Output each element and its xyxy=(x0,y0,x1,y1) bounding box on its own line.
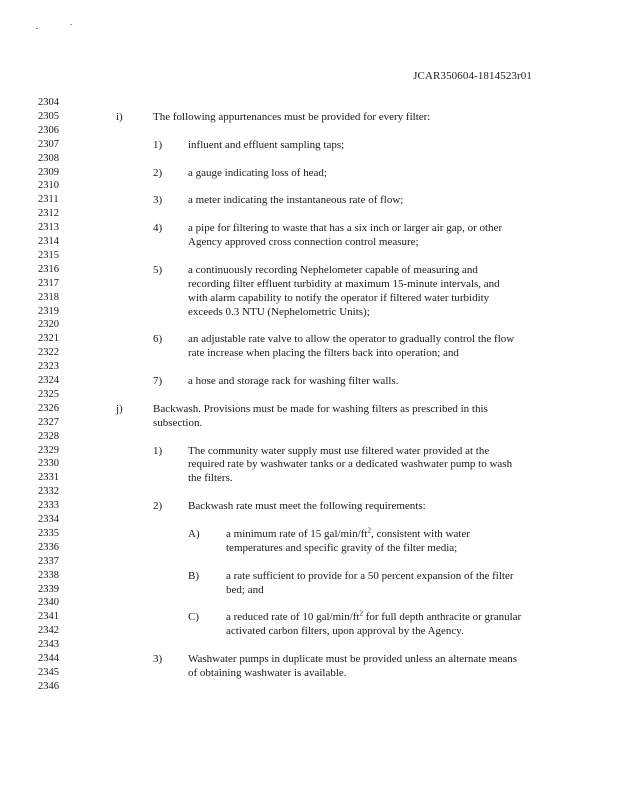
line-number: 2330 xyxy=(38,458,59,470)
item-text-main: a rate sufficient to provide for a 50 percent expansion of the filter xyxy=(226,569,514,582)
line-number: 2331 xyxy=(38,472,59,484)
document-line xyxy=(0,235,618,249)
item-text-main: subsection. xyxy=(153,416,203,429)
item-text-main: a gauge indicating loss of head; xyxy=(188,166,327,179)
document-line xyxy=(0,179,618,193)
document-line xyxy=(0,388,618,402)
scan-specks xyxy=(34,22,74,32)
line-number: 2318 xyxy=(38,291,59,303)
item-text xyxy=(188,457,512,471)
item-text-main: The following appurtenances must be provided for every filter: xyxy=(153,110,431,123)
document-line xyxy=(0,152,618,166)
line-number: 2338 xyxy=(38,569,59,581)
line-number: 2341 xyxy=(38,611,59,623)
item-label: A) xyxy=(188,527,200,540)
document-line xyxy=(0,263,618,277)
item-text-main: a reduced rate of 10 gal/min/ft xyxy=(226,611,360,624)
document-line xyxy=(0,610,618,624)
item-text-main: Agency approved cross connection control measure; xyxy=(188,236,419,248)
item-label: i) xyxy=(116,110,123,123)
document-line xyxy=(0,110,618,124)
line-number: 2317 xyxy=(38,277,59,289)
line-number: 2321 xyxy=(38,333,59,345)
document-line xyxy=(0,583,618,597)
item-text-main: with alarm capability to notify the operator if filtered water turbidity xyxy=(188,291,490,304)
item-text xyxy=(188,277,500,291)
line-number: 2332 xyxy=(38,486,59,498)
item-text xyxy=(188,235,419,249)
item-text xyxy=(153,402,488,416)
document-line xyxy=(0,332,618,346)
item-text xyxy=(153,416,202,430)
document-line xyxy=(0,124,618,138)
item-label: 7) xyxy=(153,375,163,387)
document-line xyxy=(0,541,618,555)
item-text-main: a pipe for filtering to waste that has a six inch or larger air gap, or other xyxy=(188,222,503,235)
document-line xyxy=(0,652,618,666)
line-number: 2336 xyxy=(38,541,59,553)
document-line xyxy=(0,666,618,680)
item-text xyxy=(188,166,327,180)
item-label: 3) xyxy=(153,653,163,665)
item-text xyxy=(188,374,398,388)
item-text-main: exceeds 0.3 NTU (Nephelometric Units); xyxy=(188,305,370,318)
document-line xyxy=(0,416,618,430)
document-line xyxy=(0,430,618,444)
line-number: 2343 xyxy=(38,639,59,651)
item-text-main: the filters. xyxy=(188,472,233,485)
item-label: 4) xyxy=(153,222,163,235)
document-line xyxy=(0,444,618,458)
line-number: 2326 xyxy=(38,402,59,414)
line-number: 2322 xyxy=(38,347,59,359)
line-number: 2311 xyxy=(38,194,59,206)
document-line xyxy=(0,207,618,221)
item-text xyxy=(188,138,344,152)
line-number: 2305 xyxy=(38,110,59,122)
line-number: 2333 xyxy=(38,500,59,512)
line-number: 2337 xyxy=(38,555,59,567)
item-label: j) xyxy=(116,402,123,415)
line-number: 2312 xyxy=(38,208,59,220)
line-number: 2327 xyxy=(38,416,59,428)
document-line xyxy=(0,624,618,638)
line-number: 2315 xyxy=(38,249,59,261)
item-text-main: an adjustable rate valve to allow the operator to gradually control the flow xyxy=(188,333,515,346)
item-text xyxy=(226,610,521,624)
item-text xyxy=(188,346,459,360)
document-line xyxy=(0,680,618,694)
line-number: 2344 xyxy=(38,653,59,664)
item-label: 5) xyxy=(153,263,163,276)
line-number: 2313 xyxy=(38,222,59,234)
item-text-main: required rate by washwater tanks or a dedicated washwater pump to wash xyxy=(188,458,513,471)
document-line xyxy=(0,360,618,374)
item-text xyxy=(188,305,370,319)
superscript: 2 xyxy=(359,609,363,618)
line-number: 2316 xyxy=(38,263,59,275)
document-id-header: JCAR350604-1814523r01 xyxy=(413,70,532,82)
line-number: 2319 xyxy=(38,305,59,317)
item-text xyxy=(188,652,517,666)
document-line xyxy=(0,485,618,499)
document-line xyxy=(0,193,618,207)
document-line xyxy=(0,277,618,291)
document-line xyxy=(0,402,618,416)
item-text xyxy=(226,624,464,638)
item-text xyxy=(226,527,470,541)
item-text-main: influent and effluent sampling taps; xyxy=(188,138,345,151)
item-text-main: activated carbon filters, upon approval by the Agency. xyxy=(226,625,464,638)
document-line xyxy=(0,569,618,583)
item-label: 2) xyxy=(153,500,163,513)
document-line xyxy=(0,166,618,180)
document-line xyxy=(0,221,618,235)
item-text-main: temperatures and specific gravity of the filter media; xyxy=(226,541,458,554)
document-line xyxy=(0,457,618,471)
document-line xyxy=(0,527,618,541)
document-line xyxy=(0,305,618,319)
line-number: 2325 xyxy=(38,388,59,400)
document-line xyxy=(0,318,618,332)
item-label: C) xyxy=(188,611,199,624)
item-text-main: The community water supply must use filtered water provided at the xyxy=(188,444,490,457)
document-line xyxy=(0,346,618,360)
item-label: 2) xyxy=(153,166,163,179)
document-line xyxy=(0,513,618,527)
item-text xyxy=(226,541,457,555)
item-text-main: a hose and storage rack for washing filter walls. xyxy=(188,375,399,387)
superscript: 2 xyxy=(367,526,371,535)
document-line xyxy=(0,555,618,569)
line-number: 2334 xyxy=(38,514,59,525)
line-number: 2340 xyxy=(38,597,59,609)
document-line xyxy=(0,638,618,652)
item-text-main: of obtaining washwater is available. xyxy=(188,666,347,679)
item-text xyxy=(188,332,514,346)
item-label: 1) xyxy=(153,138,163,151)
item-text-after: for full depth anthracite or granular xyxy=(362,611,522,624)
document-line xyxy=(0,374,618,388)
item-text xyxy=(188,291,489,305)
item-text xyxy=(188,444,489,458)
item-text-main: a continuously recording Nephelometer capable of measuring and xyxy=(188,263,478,276)
line-number: 2335 xyxy=(38,527,59,539)
line-number: 2308 xyxy=(38,152,59,164)
item-text-main: rate increase when placing the filters back into operation; and xyxy=(188,347,459,360)
line-number: 2306 xyxy=(38,124,59,136)
item-text xyxy=(226,569,514,583)
line-number: 2310 xyxy=(38,180,59,192)
line-number: 2345 xyxy=(38,666,59,678)
line-number: 2314 xyxy=(38,236,59,247)
item-text xyxy=(226,583,264,597)
item-text-main: Backwash. Provisions must be made for washing filters as prescribed in this xyxy=(153,402,488,415)
item-text-after: , consistent with water xyxy=(370,527,470,540)
item-text-main: Washwater pumps in duplicate must be provided unless an alternate means xyxy=(188,653,518,665)
item-text xyxy=(188,263,478,277)
document-line xyxy=(0,96,618,110)
line-number: 2339 xyxy=(38,583,59,595)
item-label: 1) xyxy=(153,444,163,457)
item-text-main: bed; and xyxy=(226,583,264,596)
item-text xyxy=(188,193,403,207)
document-line xyxy=(0,471,618,485)
line-number: 2328 xyxy=(38,430,59,442)
line-number: 2342 xyxy=(38,625,59,637)
document-line xyxy=(0,499,618,513)
line-number: 2329 xyxy=(38,444,59,456)
line-number: 2346 xyxy=(38,680,59,692)
item-text xyxy=(188,221,502,235)
document-line xyxy=(0,138,618,152)
item-text xyxy=(188,471,233,485)
item-text xyxy=(153,110,430,124)
line-number: 2324 xyxy=(38,375,59,386)
item-text-main: recording filter effluent turbidity at maximum 15-minute intervals, and xyxy=(188,277,500,290)
item-text-main: a meter indicating the instantaneous rate of flow; xyxy=(188,194,404,207)
item-label: 6) xyxy=(153,333,163,346)
item-text-main: a minimum rate of 15 gal/min/ft xyxy=(226,527,368,540)
item-text-main: Backwash rate must meet the following requirements: xyxy=(188,500,426,513)
item-label: 3) xyxy=(153,194,163,207)
item-text xyxy=(188,499,426,513)
document-line xyxy=(0,596,618,610)
line-number: 2304 xyxy=(38,97,59,108)
line-number: 2323 xyxy=(38,361,59,373)
document-line xyxy=(0,291,618,305)
document-line xyxy=(0,249,618,263)
line-number: 2307 xyxy=(38,138,59,150)
item-text xyxy=(188,666,347,680)
item-label: B) xyxy=(188,569,199,582)
line-number: 2309 xyxy=(38,166,59,178)
line-number: 2320 xyxy=(38,319,59,331)
